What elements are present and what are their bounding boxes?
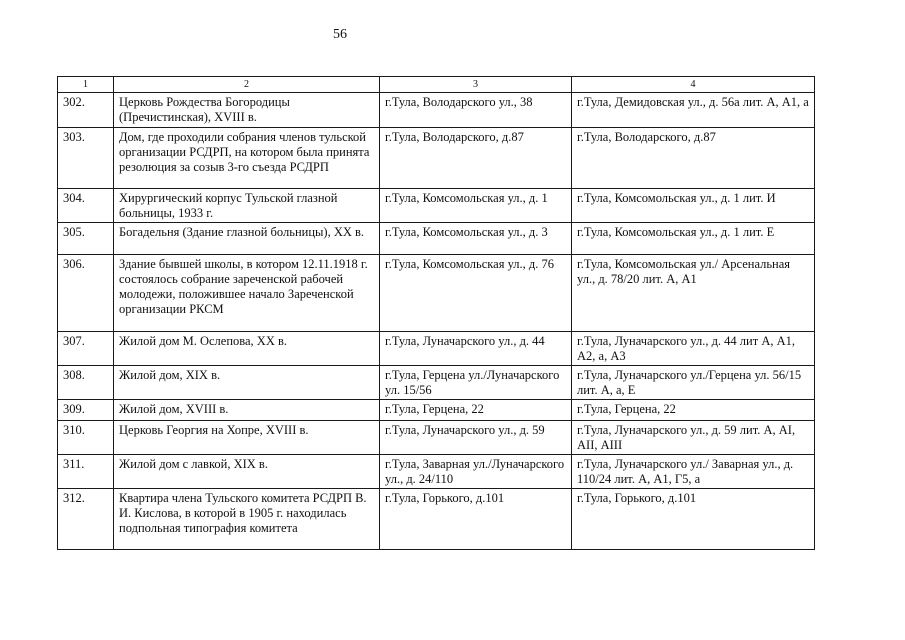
object-name: Хирургический корпус Тульской глазной больницы, 1933 г. [114,189,380,223]
object-address: г.Тула, Володарского, д.87 [380,128,572,189]
object-new-address: г.Тула, Луначарского ул., д. 59 лит. А, АI, АII, АIII [572,421,815,455]
object-name: Жилой дом с лавкой, XIX в. [114,455,380,489]
row-number: 302. [58,93,114,128]
object-name: Здание бывшей школы, в котором 12.11.1918 г. состоялось собрание зареченской рабочей молодежи, положившее начало Зареченской организации РКСМ [114,255,380,332]
object-new-address: г.Тула, Луначарского ул./ Заварная ул., д. 110/24 лит. А, А1, Г5, а [572,455,815,489]
row-number: 311. [58,455,114,489]
table-row [58,421,815,455]
table-row [58,366,815,400]
object-address: г.Тула, Горького, д.101 [380,489,572,550]
row-number: 303. [58,128,114,189]
row-number: 305. [58,223,114,255]
object-new-address: г.Тула, Демидовская ул., д. 56а лит. А, А1, а [572,93,815,128]
object-new-address: г.Тула, Луначарского ул., д. 44 лит А, А1, А2, а, А3 [572,332,815,366]
object-address: г.Тула, Заварная ул./Луначарского ул., д. 24/110 [380,455,572,489]
row-number: 307. [58,332,114,366]
object-address: г.Тула, Комсомольская ул., д. 76 [380,255,572,332]
object-address: г.Тула, Луначарского ул., д. 59 [380,421,572,455]
table-row [58,93,815,128]
object-address: г.Тула, Комсомольская ул., д. 3 [380,223,572,255]
object-new-address: г.Тула, Горького, д.101 [572,489,815,550]
object-new-address: г.Тула, Комсомольская ул., д. 1 лит. Е [572,223,815,255]
table-row [58,128,815,189]
table-header-row [58,77,815,93]
page-number: 56 [333,27,347,42]
object-name: Жилой дом, XIX в. [114,366,380,400]
object-address: г.Тула, Герцена, 22 [380,400,572,421]
row-number: 309. [58,400,114,421]
row-number: 306. [58,255,114,332]
object-name: Жилой дом, XVIII в. [114,400,380,421]
table-row [58,455,815,489]
object-new-address: г.Тула, Луначарского ул./Герцена ул. 56/15 лит. А, а, Е [572,366,815,400]
object-new-address: г.Тула, Герцена, 22 [572,400,815,421]
row-number: 308. [58,366,114,400]
object-new-address: г.Тула, Комсомольская ул./ Арсенальная ул., д. 78/20 лит. А, А1 [572,255,815,332]
object-address: г.Тула, Володарского ул., 38 [380,93,572,128]
column-header-1: 1 [58,77,114,93]
row-number: 312. [58,489,114,550]
object-name: Дом, где проходили собрания членов тульской организации РСДРП, на котором была принята резолюция за созыв 3-го съезда РСДРП [114,128,380,189]
heritage-registry-table [57,76,815,550]
object-name: Богадельня (Здание глазной больницы), XX в. [114,223,380,255]
column-header-4: 4 [572,77,815,93]
table-row [58,489,815,550]
object-name: Квартира члена Тульского комитета РСДРП В. И. Кислова, в которой в 1905 г. находилась подпольная типография комитета [114,489,380,550]
column-header-3: 3 [380,77,572,93]
object-address: г.Тула, Луначарского ул., д. 44 [380,332,572,366]
table-row [58,189,815,223]
object-new-address: г.Тула, Комсомольская ул., д. 1 лит. И [572,189,815,223]
object-address: г.Тула, Герцена ул./Луначарского ул. 15/56 [380,366,572,400]
table-row [58,332,815,366]
row-number: 304. [58,189,114,223]
object-name: Церковь Рождества Богородицы (Пречистинская), XVIII в. [114,93,380,128]
object-name: Церковь Георгия на Хопре, XVIII в. [114,421,380,455]
table-row [58,223,815,255]
table-row [58,400,815,421]
row-number: 310. [58,421,114,455]
table-row [58,255,815,332]
object-new-address: г.Тула, Володарского, д.87 [572,128,815,189]
object-address: г.Тула, Комсомольская ул., д. 1 [380,189,572,223]
object-name: Жилой дом М. Ослепова, XX в. [114,332,380,366]
column-header-2: 2 [114,77,380,93]
